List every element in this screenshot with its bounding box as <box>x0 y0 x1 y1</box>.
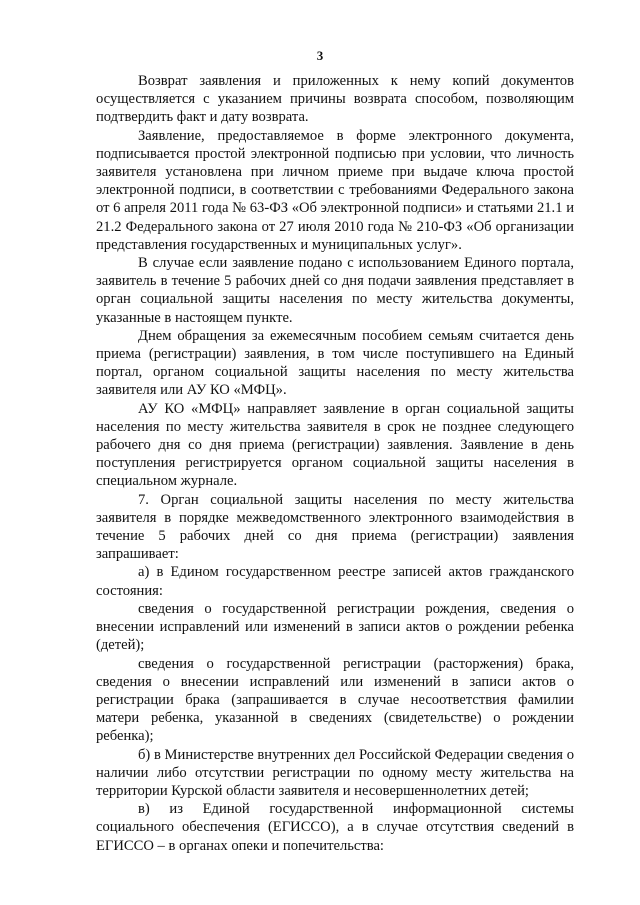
paragraph-unified-portal: В случае если заявление подано с использованием Единого портала, заявитель в течение 5 рабочих дней со дня подачи заявления представляет в орган социальной защиты населения по месту жительства документы, указанные в настоящем пункте. <box>96 255 574 326</box>
paragraph-application-day: Днем обращения за ежемесячным пособием семьям считается день приема (регистрации) заявления, в том числе поступившего на Единый портал, органом социальной защиты населения по месту жительства заявителя или АУ КО «МФЦ». <box>96 327 574 399</box>
paragraph-marriage-records: сведения о государственной регистрации (расторжения) брака, сведения о внесении исправлений или изменений в записи актов о регистрации брака (запрашивается в случае несоответствия фамилии матери ребенка, указанной в сведениях (свидетельстве) о рождении ребенка); <box>96 655 574 745</box>
paragraph-item-7b: б) в Министерстве внутренних дел Российской Федерации сведения о наличии либо отсутствии регистрации по одному месту жительства на территории Курской области заявителя и несовершеннолетних детей; <box>96 746 574 799</box>
paragraph-birth-records: сведения о государственной регистрации рождения, сведения о внесении исправлений или изменений в записи актов о рождении ребенка (детей); <box>96 600 574 654</box>
paragraph-item-7v: в) из Единой государственной информационной системы социального обеспечения (ЕГИССО), а в случае отсутствия сведений в ЕГИССО – в органах опеки и попечительства: <box>96 801 574 854</box>
paragraph-electronic-signature: Заявление, предоставляемое в форме электронного документа, подписывается простой электронной подписью при условии, что личность заявителя установлена при личном приеме при выдаче ключа простой электронной подписи, в соответствии с требованиями Федерального закона от 6 апреля 2011 года № 63-ФЗ «Об электронной подписи» и статьями 21.1 и 21.2 Федерального закона от 27 июля 2010 года № 210-ФЗ «Об организации представления государственных и муниципальных услуг». <box>96 127 574 253</box>
paragraph-mfc-forwarding: АУ КО «МФЦ» направляет заявление в орган социальной защиты населения по месту жительства заявителя в срок не позднее следующего рабочего дня со дня приема (регистрации) заявления. Заявление в день поступления регистрируется органом социальной защиты населения в специальном журнале. <box>96 400 574 490</box>
paragraph-return-of-application: Возврат заявления и приложенных к нему копий документов осуществляется с указанием причины возврата способом, позволяющим подтвердить факт и дату возврата. <box>96 73 574 126</box>
document-body <box>96 72 574 855</box>
paragraph-item-7: 7. Орган социальной защиты населения по месту жительства заявителя в порядке межведомственного электронного взаимодействия в течение 5 рабочих дней со дня приема (регистрации) заявления запрашивает: <box>96 491 574 563</box>
paragraph-item-7a: а) в Едином государственном реестре записей актов гражданского состояния: <box>96 564 574 599</box>
page-number: 3 <box>316 48 324 63</box>
